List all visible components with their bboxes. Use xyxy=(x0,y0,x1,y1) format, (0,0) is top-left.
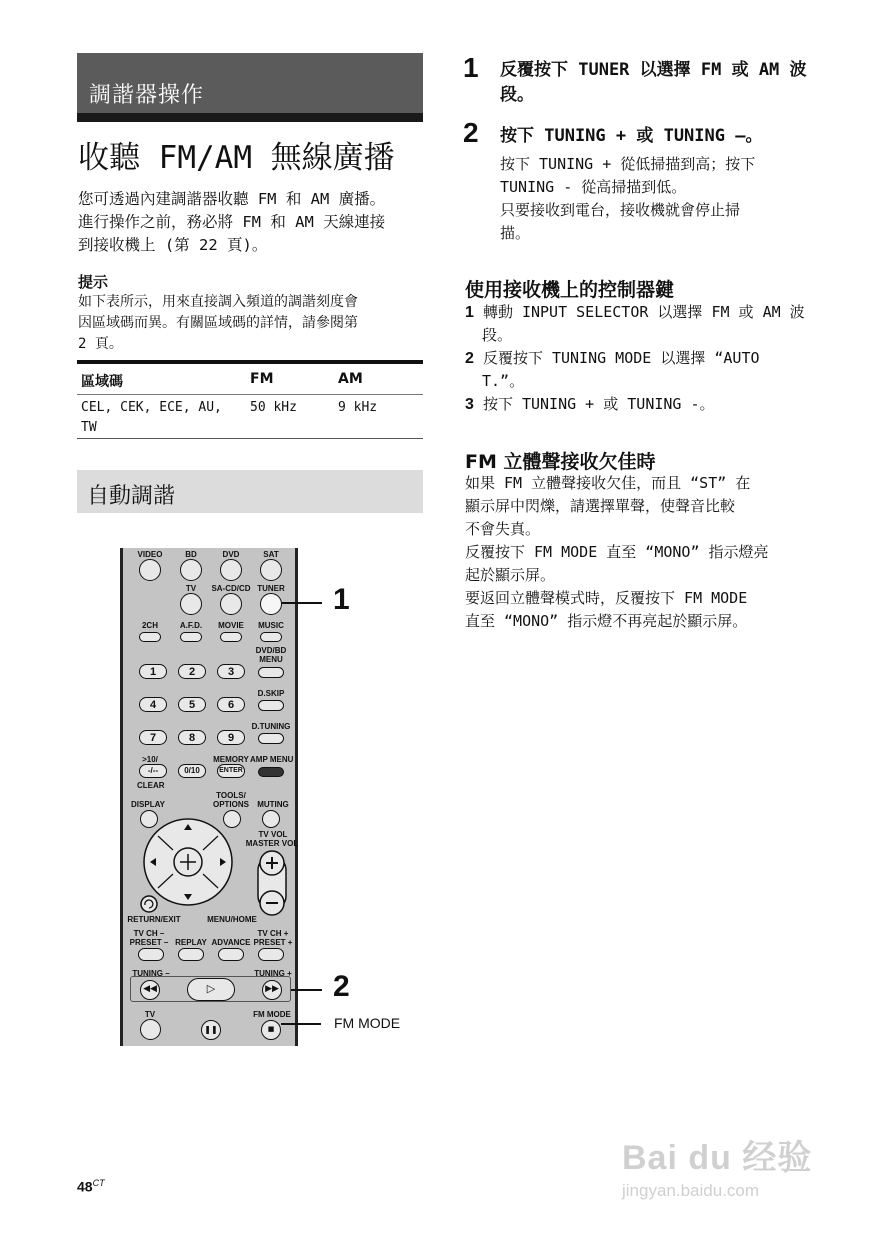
table-cell: 9 kHz xyxy=(338,400,378,415)
remote-label: DISPLAY xyxy=(131,800,165,809)
callout-fm-mode-label: FM MODE xyxy=(334,1015,401,1031)
fm-line: 直至 “MONO” 指示燈不再亮起於顯示屏。 xyxy=(465,612,748,630)
movie-button[interactable] xyxy=(220,632,242,642)
remote-label: MENU xyxy=(259,655,283,664)
remote-label: MUSIC xyxy=(258,621,284,630)
step-number: 1 xyxy=(463,52,479,83)
bd-button[interactable] xyxy=(180,559,202,581)
dvd-menu-button[interactable] xyxy=(258,667,284,678)
gt10-button[interactable]: -/-- xyxy=(139,764,167,778)
digit-6-button[interactable]: 6 xyxy=(217,697,245,712)
dvd-button[interactable] xyxy=(220,559,242,581)
list-text: 轉動 INPUT SELECTOR 以選擇 FM 或 AM 波 xyxy=(482,303,805,321)
digit-7-button[interactable]: 7 xyxy=(139,730,167,745)
music-button[interactable] xyxy=(260,632,282,642)
fm-line: 如果 FM 立體聲接收欠佳，而且 “ST” 在 xyxy=(465,474,751,492)
2ch-button[interactable] xyxy=(139,632,161,642)
intro-paragraph xyxy=(78,188,426,257)
tv-input-button[interactable] xyxy=(180,593,202,615)
table-header-cell: FM xyxy=(250,371,274,387)
remote-label: TUNING – xyxy=(132,969,170,978)
remote-label: MOVIE xyxy=(218,621,244,630)
list-item-cont: 段。 xyxy=(482,326,513,344)
step-line: 段。 xyxy=(500,85,534,105)
remote-label: D.SKIP xyxy=(257,689,285,698)
return-icon[interactable] xyxy=(140,895,158,913)
step-sub-line: 只要接收到電台，接收機就會停止掃 xyxy=(500,201,741,219)
remote-label: 2CH xyxy=(141,621,158,630)
remote-label: TV CH + xyxy=(257,929,289,938)
table-cell: CEL, CEK, ECE, AU, xyxy=(81,400,222,415)
section-title: 自動調諧 xyxy=(87,484,176,509)
controls-heading: 使用接收機上的控制器鍵 xyxy=(465,279,675,301)
callout-line xyxy=(291,989,322,991)
step-sub-line: TUNING - 從高掃描到低。 xyxy=(500,178,687,196)
list-item-cont: T.”。 xyxy=(482,372,525,390)
baidu-watermark xyxy=(622,1130,812,1201)
table-cell: TW xyxy=(81,420,97,435)
digit-4-button[interactable]: 4 xyxy=(139,697,167,712)
page-title: 收聽 FM/AM 無線廣播 xyxy=(78,140,395,176)
controls-list xyxy=(465,301,825,416)
master-volume-rocker[interactable] xyxy=(256,848,290,918)
remote-label: TOOLS/ xyxy=(216,791,246,800)
callout-number: 2 xyxy=(333,970,350,1003)
amp-menu-button[interactable] xyxy=(258,767,284,777)
intro-line: 到接收機上 (第 22 頁)。 xyxy=(78,236,268,254)
section-header-tuner-operation xyxy=(77,53,423,122)
hint-text xyxy=(78,292,426,355)
table-header-cell: AM xyxy=(338,371,363,387)
hint-line: 如下表所示，用來直接調入頻道的調諧刻度會 xyxy=(78,294,358,310)
remote-label: TV xyxy=(185,584,197,593)
play-button[interactable]: ▷ xyxy=(187,978,235,1001)
remote-label: AMP MENU xyxy=(250,755,294,764)
enter-button[interactable]: ENTER xyxy=(217,764,245,778)
step-number: 2 xyxy=(463,117,479,148)
list-text: 按下 TUNING + 或 TUNING -。 xyxy=(482,395,715,413)
remote-label: MEMORY xyxy=(213,755,249,764)
table-header xyxy=(77,364,423,395)
table-cell: 50 kHz xyxy=(250,400,297,415)
page-suffix: CT xyxy=(92,1178,105,1188)
page-number-value: 48 xyxy=(77,1178,93,1195)
list-number: 2 xyxy=(465,350,474,367)
afd-button[interactable] xyxy=(180,632,202,642)
remote-label: PRESET – xyxy=(129,938,169,947)
advance-button[interactable] xyxy=(218,948,244,961)
muting-button[interactable] xyxy=(262,810,280,828)
fm-line: 不會失真。 xyxy=(465,520,541,538)
remote-label: CLEAR xyxy=(137,781,165,790)
intro-line: 進行操作之前，務必將 FM 和 AM 天線連接 xyxy=(78,213,386,231)
callout-number: 1 xyxy=(333,583,350,616)
preset-plus-button[interactable] xyxy=(258,948,284,961)
remote-label: TUNER xyxy=(257,584,285,593)
remote-label: DVD xyxy=(222,550,240,559)
remote-label: A.F.D. xyxy=(179,621,203,630)
fm-mode-button[interactable]: ■ xyxy=(261,1020,281,1040)
remote-label: SA-CD/CD xyxy=(211,584,251,593)
list-number: 3 xyxy=(465,396,474,413)
fm-line: 要返回立體聲模式時，反覆按下 FM MODE xyxy=(465,589,748,607)
sat-button[interactable] xyxy=(260,559,282,581)
remote-label: FM MODE xyxy=(253,1010,291,1019)
remote-label: VIDEO xyxy=(137,550,163,559)
remote-label: MASTER VOL xyxy=(245,839,299,848)
pause-button[interactable]: ❚❚ xyxy=(201,1020,221,1040)
section-underline xyxy=(77,113,423,122)
watermark-brand: Bai du 经验 xyxy=(622,1139,813,1177)
hint-heading: 提示 xyxy=(78,273,109,291)
dtuning-button[interactable] xyxy=(258,733,284,744)
tv-power-button[interactable] xyxy=(140,1019,161,1040)
step-line: 反覆按下 TUNER 以選擇 FM 或 AM 波 xyxy=(500,60,807,80)
step-sub-line: 描。 xyxy=(500,224,531,242)
tuner-button[interactable] xyxy=(260,593,282,615)
table-header-cell: 區域碼 xyxy=(81,374,123,390)
intro-line: 您可透過內建調諧器收聽 FM 和 AM 廣播。 xyxy=(78,190,386,208)
remote-label: MUTING xyxy=(257,800,289,809)
remote-label: OPTIONS xyxy=(212,800,249,809)
remote-label: TUNING + xyxy=(254,969,292,978)
remote-label: DVD/BD xyxy=(255,646,287,655)
table-bottom-rule xyxy=(77,438,423,439)
sacd-button[interactable] xyxy=(220,593,242,615)
step-sub-line: 按下 TUNING + 從低掃描到高；按下 xyxy=(500,155,756,173)
table-row xyxy=(77,398,423,438)
remote-label: TV xyxy=(144,1010,156,1019)
dskip-button[interactable] xyxy=(258,700,284,711)
fm-line: 反覆按下 FM MODE 直至 “MONO” 指示燈亮 xyxy=(465,543,769,561)
remote-label: >10/ xyxy=(142,755,158,764)
hint-line: 2 頁。 xyxy=(78,336,123,352)
watermark-url: jingyan.baidu.com xyxy=(622,1181,760,1200)
remote-edge xyxy=(120,548,123,1046)
remote-label: PRESET + xyxy=(253,938,293,947)
digit-0-button[interactable]: 0/10 xyxy=(178,764,206,778)
digit-1-button[interactable]: 1 xyxy=(139,664,167,679)
fm-text xyxy=(465,472,825,633)
remote-label: REPLAY xyxy=(175,938,207,947)
page-number xyxy=(77,1178,105,1195)
remote-label: ADVANCE xyxy=(211,938,251,947)
step-subtext xyxy=(500,153,830,245)
tuning-minus-button[interactable]: ◀◀ xyxy=(140,980,160,1000)
tuning-plus-button[interactable]: ▶▶ xyxy=(262,980,282,1000)
remote-label: D.TUNING xyxy=(251,722,291,731)
list-item xyxy=(465,393,825,416)
remote-label: TV CH – xyxy=(133,929,165,938)
preset-minus-button[interactable] xyxy=(138,948,164,961)
digit-3-button[interactable]: 3 xyxy=(217,664,245,679)
digit-2-button[interactable]: 2 xyxy=(178,664,206,679)
remote-label: MENU/HOME xyxy=(207,915,257,924)
digit-9-button[interactable]: 9 xyxy=(217,730,245,745)
list-item xyxy=(465,301,825,324)
digit-5-button[interactable]: 5 xyxy=(178,697,206,712)
remote-label: TV VOL xyxy=(258,830,288,839)
list-text: 反覆按下 TUNING MODE 以選擇 “AUTO xyxy=(482,349,760,367)
section-title: 調諧器操作 xyxy=(89,83,205,108)
fm-line: 顯示屏中閃爍，請選擇單聲，使聲音比較 xyxy=(465,497,736,515)
remote-label: BD xyxy=(185,550,197,559)
fm-heading: FM 立體聲接收欠佳時 xyxy=(465,451,656,473)
video-button[interactable] xyxy=(139,559,161,581)
list-number: 1 xyxy=(465,304,474,321)
remote-label: SAT xyxy=(263,550,279,559)
section-header-auto-tuning xyxy=(77,470,423,513)
digit-8-button[interactable]: 8 xyxy=(178,730,206,745)
step-text: 按下 TUNING + 或 TUNING –。 xyxy=(500,126,763,146)
callout-line xyxy=(282,602,322,604)
remote-label: RETURN/EXIT xyxy=(127,915,181,924)
step-text xyxy=(500,58,830,108)
hint-line: 因區域碼而異。有關區域碼的詳情，請參閱第 xyxy=(78,315,358,331)
replay-button[interactable] xyxy=(178,948,204,961)
list-item xyxy=(465,347,825,370)
callout-line xyxy=(281,1023,321,1025)
fm-line: 起於顯示屏。 xyxy=(465,566,556,584)
